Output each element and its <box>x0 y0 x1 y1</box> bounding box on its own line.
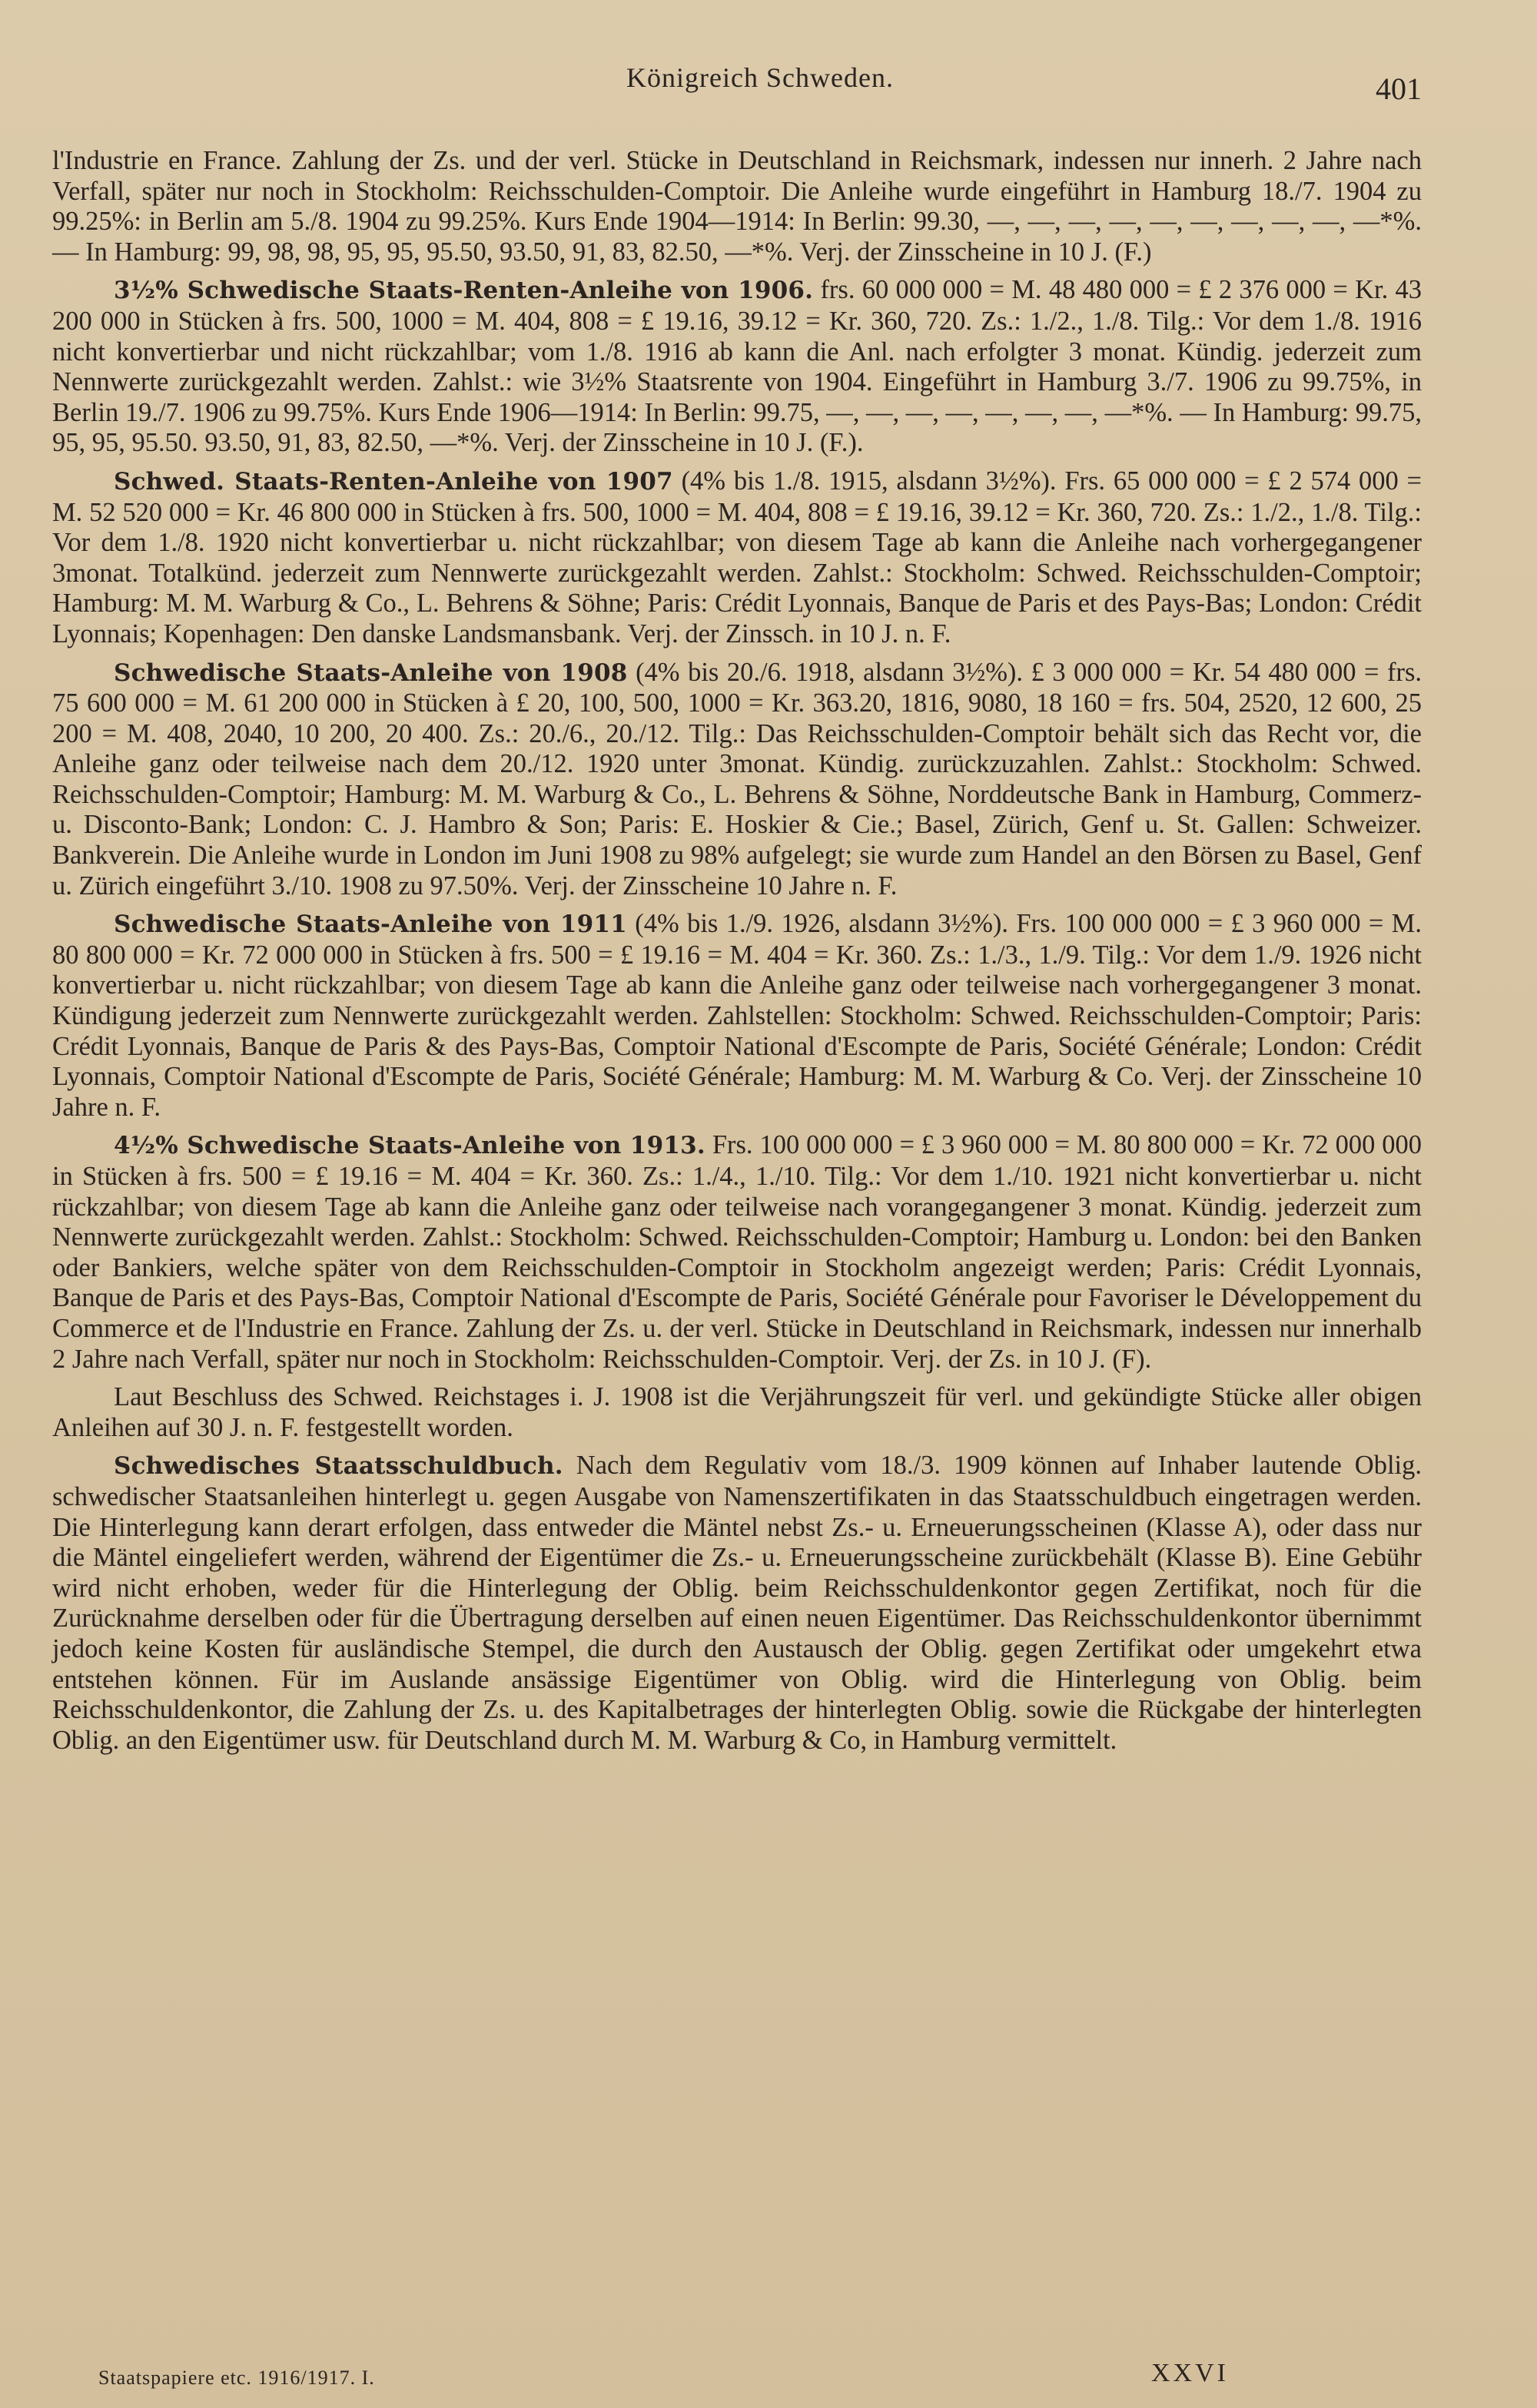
paragraph-text: frs. 60 000 000 = M. 48 480 000 = £ 2 376 000 = Kr. 43 200 000 in Stücken à frs. 500, 1000 = M. 404, 808 = £ 19.16, 39.12 = Kr. 360, 720. Zs.: 1./2., 1./8. Tilg.: Vor dem 1./8. 1916 nicht konvertierbar und nicht rückzahlbar; vom 1./8. 1916 ab kann die Anl. nach erfolgter 3 monat. Kündig. jederzeit zum Nennwerte zurückgezahlt werden. Zahlst.: wie 3½% Staatsrente von 1904. Eingeführt in Hamburg 3./7. 1906 zu 99.75%, in Berlin 19./7. 1906 zu 99.75%. Kurs Ende 1906—1914: In Berlin: 99.75, —, —, —, —, —, —, —, —*%. — In Hamburg: 99.75, 95, 95, 95.50. 93.50, 91, 83, 82.50, —*%. Verj. der Zinsscheine in 10 J. (F.). <box>52 275 1422 458</box>
paragraph-text: Frs. 100 000 000 = £ 3 960 000 = M. 80 800 000 = Kr. 72 000 000 in Stücken à frs. 500 = £ 19.16 = M. 404 = Kr. 360. Zs.: 1./4., 1./10. Tilg.: Vor dem 1./10. 1921 nicht konvertierbar u. nicht rückzahlbar; von diesem Tage ab kann die Anleihe ganz oder teilweise nach vorangegangener 3 monat. Kündig. jederzeit zum Nennwerte zurückgezahlt werden. Zahlst.: Stockholm: Schwed. Reichsschulden-Comptoir; Hamburg u. London: bei den Banken oder Bankiers, welche später von dem Reichsschulden-Comptoir in Stockholm angezeigt werden; Paris: Crédit Lyonnais, Banque de Paris et des Pays-Bas, Comptoir National d'Escompte de Paris, Société Générale pour Favoriser le Développement du Commerce et de l'Industrie en France. Zahlung der Zs. u. der verl. Stücke in Deutschland in Reichsmark, indessen nur innerhalb 2 Jahre nach Verfall, später nur noch in Stockholm: Reichsschulden-Comptoir. Verj. der Zs. in 10 J. (F). <box>52 1130 1422 1374</box>
paragraph-continuation <box>52 146 1422 267</box>
paragraph-anleihe-1906 <box>52 275 1422 459</box>
running-title: Königreich Schweden. <box>626 62 894 93</box>
paragraph-text: (4% bis 1./8. 1915, alsdann 3½%). Frs. 65 000 000 = £ 2 574 000 = M. 52 520 000 = Kr. 46 800 000 in Stücken à frs. 500, 1000 = M. 404, 808 = £ 19.16, 39.12 = Kr. 360, 720. Zs.: 1./2., 1./8. Tilg.: Vor dem 1./8. 1920 nicht konvertierbar u. nicht rückzahlbar; von diesem Tage ab kann die Anleihe nach vorhergegangener 3monat. Totalkünd. jederzeit zum Nennwerte zurückgezahlt werden. Zahlst.: Stockholm: Schwed. Reichsschulden-Comptoir; Hamburg: M. M. Warburg & Co., L. Behrens & Söhne; Paris: Crédit Lyonnais, Banque de Paris et des Pays-Bas; London: Crédit Lyonnais; Kopenhagen: Den danske Landsmansbank. Verj. der Zinssch. in 10 J. n. F. <box>52 466 1422 648</box>
body-text <box>52 146 1422 1756</box>
section-heading: Schwed. Staats-Renten-Anleihe von 1907 <box>114 467 673 496</box>
page-header <box>52 61 1422 115</box>
paragraph-reichstag-beschluss <box>52 1382 1422 1443</box>
section-heading: 3½% Schwedische Staats-Renten-Anleihe von 1906. <box>114 277 814 305</box>
paragraph-anleihe-1911 <box>52 909 1422 1123</box>
page-footer <box>52 2359 1422 2397</box>
paragraph-anleihe-1913 <box>52 1130 1422 1375</box>
footer-signature: Staatspapiere etc. 1916/1917. I. <box>98 2367 375 2389</box>
section-heading: Schwedische Staats-Anleihe von 1911 <box>114 910 627 939</box>
paragraph-staatsschuldbuch <box>52 1451 1422 1756</box>
page-number: 401 <box>1376 71 1422 106</box>
footer-sheet-mark: XXVI <box>1151 2359 1229 2387</box>
paragraph-anleihe-1908 <box>52 658 1422 902</box>
section-heading: Schwedisches Staatsschuldbuch. <box>114 1452 563 1481</box>
paragraph-text: Laut Beschluss des Schwed. Reichstages i. J. 1908 ist die Verjährungszeit für verl. und gekündigte Stücke aller obigen Anleihen auf 30 J. n. F. festgestellt worden. <box>52 1382 1422 1442</box>
paragraph-text: l'Industrie en France. Zahlung der Zs. und der verl. Stücke in Deutschland in Reichsmark, indessen nur innerh. 2 Jahre nach Verfall, später nur noch in Stockholm: Reichsschulden-Comptoir. Die Anleihe wurde eingeführt in Hamburg 18./7. 1904 zu 99.25%: in Berlin am 5./8. 1904 zu 99.25%. Kurs Ende 1904—1914: In Berlin: 99.30, —, —, —, —, —, —, —, —, —, —*%. — In Hamburg: 99, 98, 98, 95, 95, 95.50, 93.50, 91, 83, 82.50, —*%. Verj. der Zinsscheine in 10 J. (F.) <box>52 146 1422 267</box>
paragraph-text: (4% bis 20./6. 1918, alsdann 3½%). £ 3 000 000 = Kr. 54 480 000 = frs. 75 600 000 = M. 61 200 000 in Stücken à £ 20, 100, 500, 1000 = Kr. 363.20, 1816, 9080, 18 160 = frs. 504, 2520, 12 600, 25 200 = M. 408, 2040, 10 200, 20 400. Zs.: 20./6., 20./12. Tilg.: Das Reichsschulden-Comptoir behält sich das Recht vor, die Anleihe ganz oder teilweise nach dem 20./12. 1920 unter 3monat. Kündig. zurückzuzahlen. Zahlst.: Stockholm: Schwed. Reichsschulden-Comptoir; Hamburg: M. M. Warburg & Co., L. Behrens & Söhne, Norddeutsche Bank in Hamburg, Commerz- u. Disconto-Bank; London: C. J. Hambro & Son; Paris: E. Hoskier & Cie.; Basel, Zürich, Genf u. St. Gallen: Schweizer. Bankverein. Die Anleihe wurde in London im Juni 1908 zu 98% aufgelegt; sie wurde zum Handel an den Börsen zu Basel, Genf u. Zürich eingeführt 3./10. 1908 zu 97.50%. Verj. der Zinsscheine 10 Jahre n. F. <box>52 657 1422 901</box>
paragraph-text: (4% bis 1./9. 1926, alsdann 3½%). Frs. 100 000 000 = £ 3 960 000 = M. 80 800 000 = Kr. 72 000 000 in Stücken à frs. 500 = £ 19.16 = M. 404 = Kr. 360. Zs.: 1./3., 1./9. Tilg.: Vor dem 1./9. 1926 nicht konvertierbar u. nicht rückzahlbar; von diesem Tage ab kann die Anleihe ganz oder teilweise nach vorhergegangener 3 monat. Kündigung jederzeit zum Nennwerte zurückgezahlt werden. Zahlstellen: Stockholm: Schwed. Reichsschulden-Comptoir; Paris: Crédit Lyonnais, Banque de Paris & des Pays-Bas, Comptoir National d'Escompte de Paris, Société Générale; London: Crédit Lyonnais, Comptoir National d'Escompte de Paris, Société Générale; Hamburg: M. M. Warburg & Co. Verj. der Zinsscheine 10 Jahre n. F. <box>52 909 1422 1122</box>
paragraph-text: Nach dem Regulativ vom 18./3. 1909 können auf Inhaber lautende Oblig. schwedischer Staatsanleihen hinterlegt u. gegen Ausgabe von Namenszertifikaten in das Staatsschuldbuch eingetragen werden. Die Hinterlegung kann derart erfolgen, dass entweder die Mäntel nebst Zs.- u. Erneuerungsscheinen (Klasse A), oder dass nur die Mäntel eingeliefert werden, während der Eigentümer die Zs.- u. Erneuerungsscheine zurückbehält (Klasse B). Eine Gebühr wird nicht erhoben, weder für die Hinterlegung der Oblig. beim Reichsschuldenkontor gegen Zertifikat, noch für die Zurücknahme derselben oder für die Übertragung derselben auf einen neuen Eigentümer. Das Reichsschuldenkontor übernimmt jedoch keine Kosten für ausländische Stempel, die durch den Austausch der Oblig. gegen Zertifikat oder umgekehrt etwa entstehen können. Für im Auslande ansässige Eigentümer von Oblig. wird die Hinterlegung von Oblig. beim Reichsschuldenkontor, die Zahlung der Zs. u. des Kapitalbetrages der hinterlegten Oblig. sowie die Rückgabe der hinterlegten Oblig. an den Eigentümer usw. für Deutschland durch M. M. Warburg & Co, in Hamburg vermittelt. <box>52 1451 1422 1755</box>
paragraph-anleihe-1907 <box>52 466 1422 650</box>
section-heading: 4½% Schwedische Staats-Anleihe von 1913. <box>114 1132 705 1160</box>
section-heading: Schwedische Staats-Anleihe von 1908 <box>114 658 628 687</box>
